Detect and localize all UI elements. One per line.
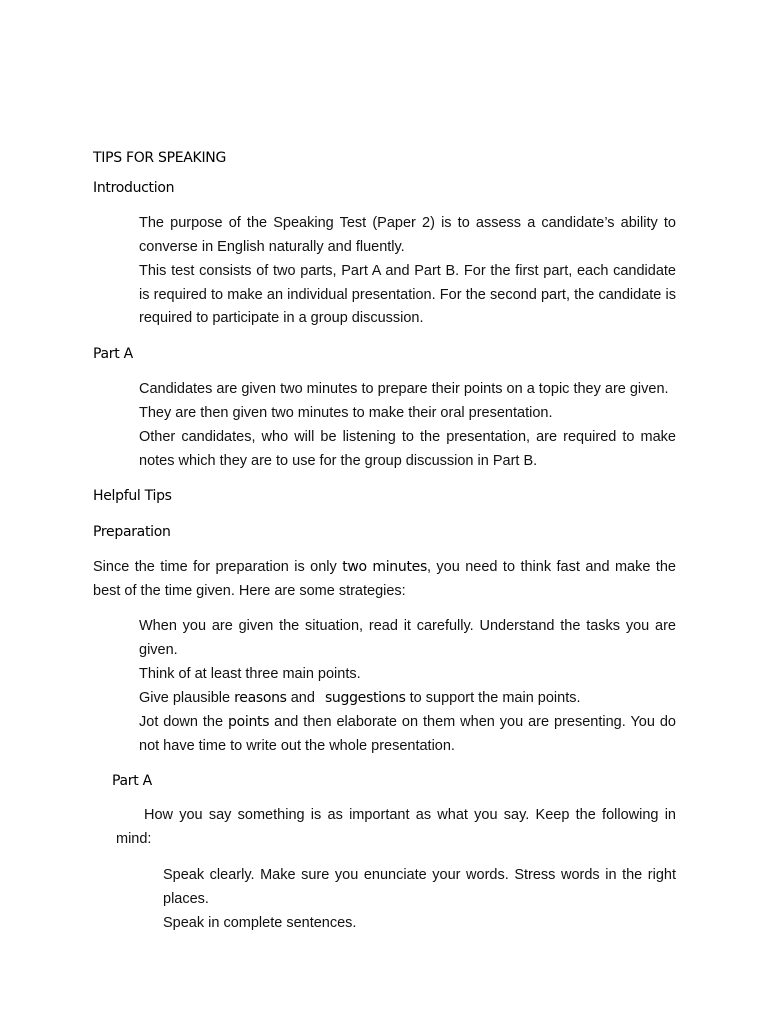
part-a-2-tip-1-text: Speak clearly. Make sure you enunciate your words. Stress words in the right places. xyxy=(163,867,676,907)
preparation-tip-1-text: When you are given the situation, read it carefully. Understand the tasks you are given. xyxy=(139,618,676,658)
preparation-tip-3-text-b: and xyxy=(286,690,319,706)
preparation-tip-1 xyxy=(139,615,676,662)
preparation-tip-4 xyxy=(139,711,676,758)
preparation-tip-4-text-b: and then elaborate on them when you are presenting. You do not have time to write out the whole presentation. xyxy=(139,714,676,754)
part-a-2-tip-2-text: Speak in complete sentences. xyxy=(163,915,357,931)
preparation-intro-after: , you need to think fast and make the best of the time given. Here are some strategies: xyxy=(93,559,676,599)
part-a-2-intro xyxy=(116,804,676,851)
introduction-paragraph-2 xyxy=(139,260,676,331)
heading-introduction: Introduction xyxy=(93,180,175,196)
emphasis-suggestions: suggestions xyxy=(324,690,406,706)
part-a-paragraph-2 xyxy=(139,402,676,426)
emphasis-points: points xyxy=(228,714,270,730)
part-a-paragraph-1 xyxy=(139,378,676,402)
part-a-text-2: They are then given two minutes to make their oral presentation. xyxy=(139,405,553,421)
introduction-text-1: The purpose of the Speaking Test (Paper 2) is to assess a candidate’s ability to converse in English naturally and fluently. xyxy=(139,215,676,255)
part-a-paragraph-3 xyxy=(139,426,676,473)
preparation-tip-4-text-a: Jot down the xyxy=(139,714,229,730)
introduction-text-2: This test consists of two parts, Part A and Part B. For the first part, each candidate is required to make an individual presentation. For the second part, the candidate is required to participate in a group discussion. xyxy=(139,263,676,326)
heading-preparation: Preparation xyxy=(93,524,171,540)
part-a-text-3: Other candidates, who will be listening to the presentation, are required to make notes which they are to use for the group discussion in Part B. xyxy=(139,429,676,469)
heading-part-a: Part A xyxy=(93,346,133,362)
part-a-2-tip-2 xyxy=(163,912,676,936)
introduction-paragraph-1 xyxy=(139,212,676,259)
preparation-intro xyxy=(93,556,676,603)
emphasis-two-minutes: two minutes xyxy=(342,559,427,575)
document-title: TIPS FOR SPEAKING xyxy=(93,150,226,166)
preparation-tip-3-text-c: to support the main points. xyxy=(405,690,581,706)
preparation-tip-3-text-a: Give plausible xyxy=(139,690,235,706)
part-a-2-tip-1 xyxy=(163,864,676,911)
part-a-text-1: Candidates are given two minutes to prepare their points on a topic they are given. xyxy=(139,381,669,397)
preparation-intro-before: Since the time for preparation is only xyxy=(93,559,343,575)
preparation-tip-2-text: Think of at least three main points. xyxy=(139,666,361,682)
emphasis-reasons: reasons xyxy=(234,690,287,706)
heading-helpful-tips: Helpful Tips xyxy=(93,488,172,504)
heading-part-a-2: Part A xyxy=(112,773,152,789)
part-a-2-intro-text: How you say something is as important as what you say. Keep the following in mind: xyxy=(116,807,676,847)
preparation-tip-3 xyxy=(139,687,676,711)
preparation-tip-2 xyxy=(139,663,676,687)
